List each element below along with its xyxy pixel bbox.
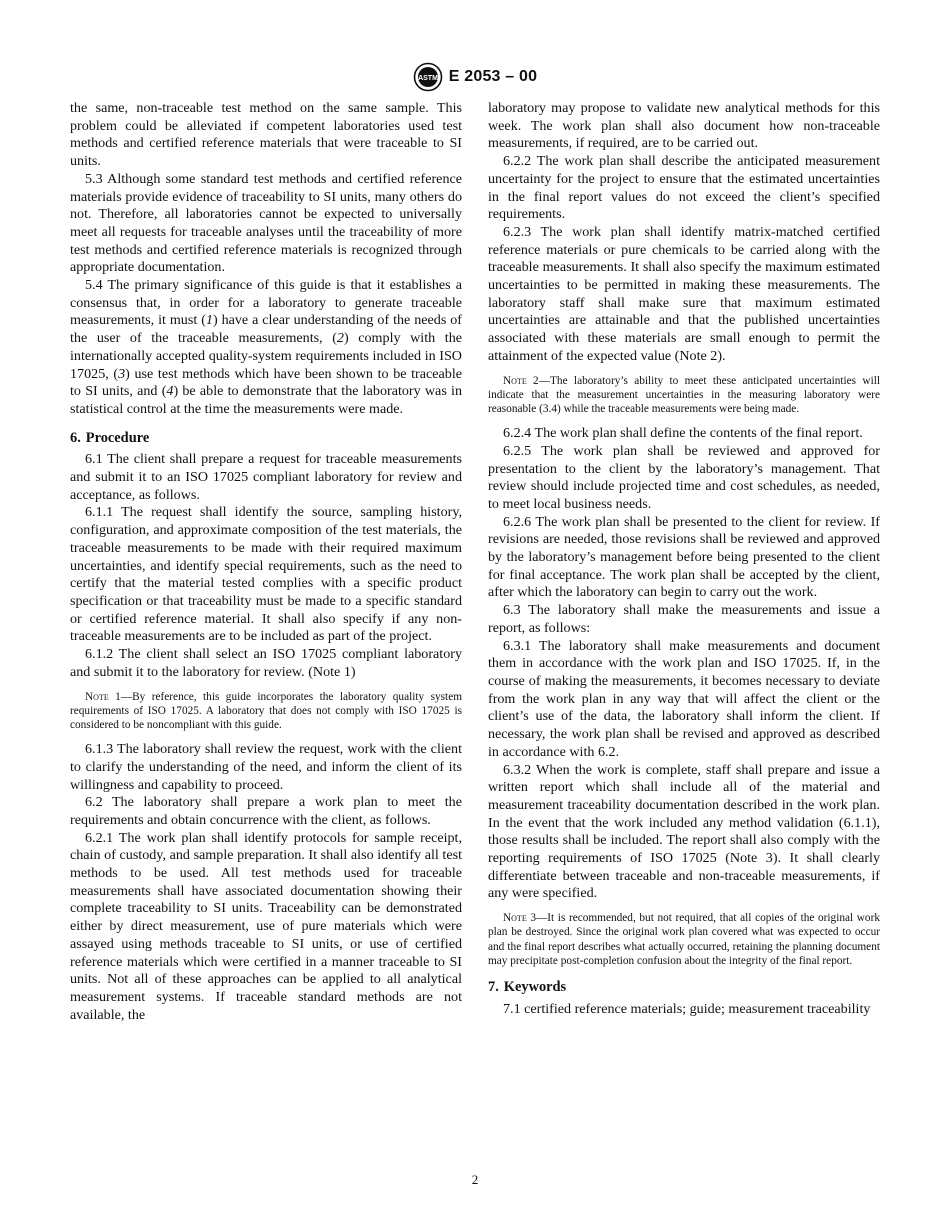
paragraph-6-2-1: 6.2.1 The work plan shall identify protocols for sample receipt, chain of custody, and sample preparation. It shall also identify all test methods to be used. All test methods used for traceable measurements shall have associated documentation showing their complete traceability to SI units. Traceability can be demonstrated either by direct measurement, use of pure materials which were assayed using methods traceable to SI units, or use of certified reference materials which were certified in a manner traceable to SI units. Not all of these approaches can be applied to all analytical measurement systems. If traceable standard methods are not available, the (70, 829, 462, 1023)
note-1: Note 1—By reference, this guide incorporates the laboratory quality system requirements of ISO 17025. A laboratory that does not comply with ISO 17025 is considered to be noncompliant with this guide. (70, 690, 462, 731)
paragraph-5-2-continued: the same, non-traceable test method on the same sample. This problem could be alleviated if competent laboratories used test methods and certified reference materials that were traceable to SI units. (70, 100, 462, 170)
paragraph-6-1: 6.1 The client shall prepare a request for traceable measurements and submit it to an ISO 17025 compliant laboratory for review and acceptance, as follows. (70, 451, 462, 503)
paragraph-7-1: 7.1 certified reference materials; guide; measurement traceability (503, 1000, 871, 1017)
left-column (70, 100, 462, 1024)
paragraph-6-2: 6.2 The laboratory shall prepare a work plan to meet the requirements and obtain concurrence with the client, as follows. (70, 794, 462, 828)
paragraph-6-2-1-continued: laboratory may propose to validate new analytical methods for this week. The work plan shall also document how non-traceable measurements, if required, are to be carried out. (488, 100, 880, 152)
page-number: 2 (471, 1172, 479, 1187)
section-heading-procedure: 6. Procedure (70, 429, 150, 446)
paragraph-6-2-3: 6.2.3 The work plan shall identify matrix-matched certified reference materials or pure chemicals to be carried along with the traceable measurements. It shall also specify the maximum estimated uncertainties to be permitted in making these measurements. The laboratory staff shall make sure that maximum estimated uncertainties are attainable and that the published uncertainties associated with these materials are small enough to permit the attainment of the expected value (Note 2). (488, 223, 880, 364)
paragraph-6-3: 6.3 The laboratory shall make the measurements and issue a report, as follows: (488, 602, 880, 636)
document-designation: E 2053 – 00 (448, 68, 538, 85)
paragraph-6-3-1: 6.3.1 The laboratory shall make measurements and document them in accordance with the work plan and ISO 17025. If, in the course of making the measurements, it becomes necessary to deviate from the work plan in any way that will affect the client or the client’s use of the data, the laboratory shall inform the client. If necessary, the work plan shall be revised and approved as described in accordance with 6.2. (488, 637, 880, 760)
paragraph-6-2-2: 6.2.2 The work plan shall describe the anticipated measurement uncertainty for the project to ensure that the estimated uncertainties in the final report values do not exceed the client’s specified requirements. (488, 153, 880, 223)
paragraph-6-2-5: 6.2.5 The work plan shall be reviewed and approved for presentation to the client by the laboratory’s management. That review should include projected time and cost schedules, as needed, to meet local business needs. (488, 442, 880, 512)
page-header (0, 62, 950, 92)
paragraph-6-1-1: 6.1.1 The request shall identify the source, sampling history, configuration, and approximate composition of the test materials, the traceable measurements to be made with their required maximum uncertainties, and identify special requirements, such as the need to certify that the material tested complies with a specific product specification or that traceability must be made to a specific standard or certified reference material. It shall also specify if any non-traceable measurements are to be included as part of the project. (70, 504, 462, 645)
right-column (488, 100, 880, 1018)
section-heading-keywords: 7. Keywords (488, 978, 567, 995)
paragraph-6-3-2: 6.3.2 When the work is complete, staff shall prepare and issue a written report which shall include all of the material and measurement traceability documentation described in the work plan. In the event that the work included any method validation (6.1.1), those results shall be included. The report shall also comply with the reporting requirements of ISO 17025 (Note 3). It shall clearly differentiate between traceable and non-traceable measurements, if any were specified. (488, 761, 880, 902)
paragraph-5-4: 5.4 The primary significance of this guide is that it establishes a consensus that, in order for a laboratory to generate traceable measurements, it must (1) have a clear understanding of the needs of the user of the traceable measurements, (2) comply with the internationally accepted quality-system requirements included in ISO 17025, (3) use test methods which have been shown to be traceable to SI units, and (4) be able to demonstrate that the laboratory was in statistical control at the time the measurements were made. (70, 277, 462, 417)
paragraph-6-1-3: 6.1.3 The laboratory shall review the request, work with the client to clarify the understanding of the need, and inform the client of its willingness and capability to proceed. (70, 741, 462, 793)
note-3: Note 3—It is recommended, but not required, that all copies of the original work plan be destroyed. Since the original work plan covered what was expected to occur and the final report describes what actually occurred, retaining the planning document may precipitate post-completion confusion about the integrity of the final report. (488, 912, 880, 967)
astm-logo-icon (413, 62, 443, 92)
paragraph-5-3: 5.3 Although some standard test methods and certified reference materials provide evidence of traceability to SI units, many others do not. Therefore, all laboratories cannot be expected to universally meet all requests for traceable analyses until the traceability of more test methods and certified reference materials is recognized through appropriate documentation. (70, 170, 462, 276)
paragraph-6-2-6: 6.2.6 The work plan shall be presented to the client for review. If revisions are needed, those revisions shall be reviewed and approved by the laboratory’s management before being presented to the client for final acceptance. The work plan shall be accepted by the client, after which the laboratory can begin to carry out the work. (488, 513, 880, 601)
note-2: Note 2—The laboratory’s ability to meet these anticipated uncertainties will indicate that the measurement uncertainties in the measuring laboratory were reasonable (3.4) while the traceable measurements were being made. (488, 374, 881, 415)
astm-logo-text: ASTM (417, 75, 438, 83)
paragraph-6-1-2: 6.1.2 The client shall select an ISO 17025 compliant laboratory and submit it to the laboratory for review. (Note 1) (70, 646, 462, 680)
paragraph-6-2-4: 6.2.4 The work plan shall define the contents of the final report. (503, 425, 863, 442)
